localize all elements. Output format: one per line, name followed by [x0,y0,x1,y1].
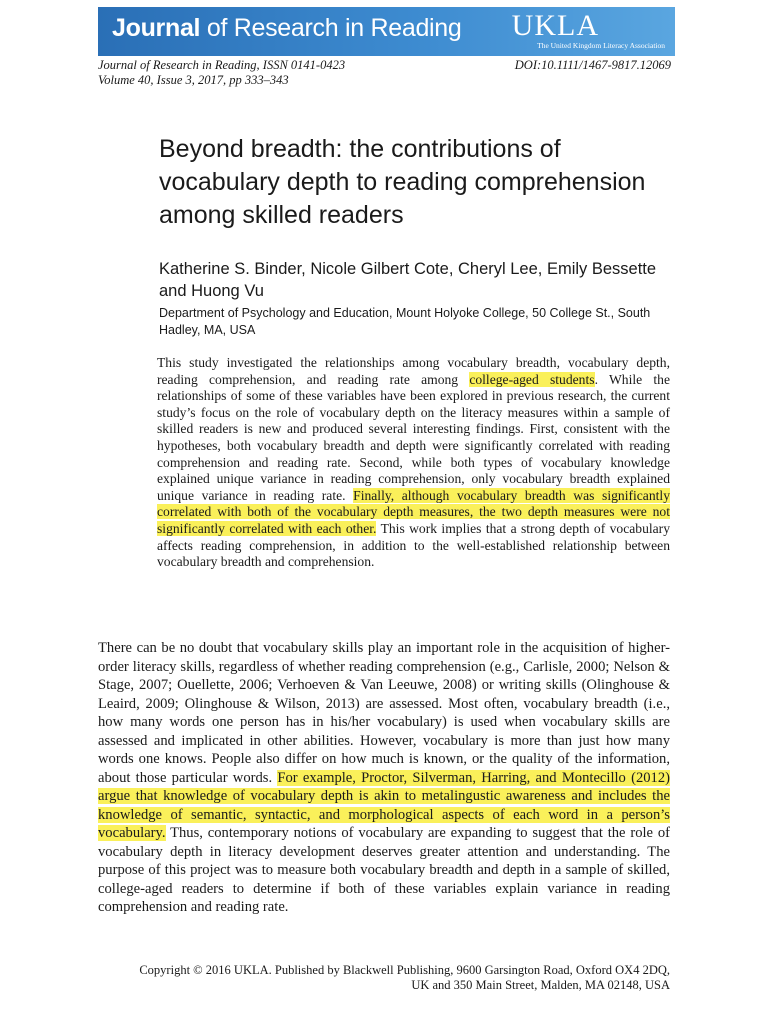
citation-line2: Volume 40, Issue 3, 2017, pp 333–343 [98,73,289,87]
journal-banner [98,7,675,56]
copyright-footer [70,963,670,993]
article-authors: Katherine S. Binder, Nicole Gilbert Cote, Cheryl Lee, Emily Bessette and Huong Vu [159,260,657,300]
ukla-logo-text: UKLA [511,9,599,42]
copyright-line2: UK and 350 Main Street, Malden, MA 02148, USA [411,978,670,992]
journal-title-rest: of Research in Reading [200,14,462,42]
abstract-highlight-2: Finally, although vocabulary breadth was significantly correlated with both of the vocabulary depth measures, the two depth measures were not significantly correlated with each other. [157,487,670,536]
abstract-text-1: This study investigated the relationships among vocabulary breadth, vocabulary depth, reading comprehension, and reading rate among [157,355,670,387]
body-highlight-1: For example, Proctor, Silverman, Harring, and Montecillo (2012) argue that knowledge of vocabulary depth is akin to metalingustic awareness and includes the knowledge of semantic, syntactic, and morphological aspects of each word in a person’s vocabulary. [98,769,670,841]
doi: DOI:10.1111/1467-9817.12069 [514,58,671,72]
abstract-text-2: . While the relationships of some of these variables have been explored in previous research, the current study’s focus on the role of vocabulary depth on the literacy measures within a sample of skilled readers is new and produced several interesting findings. First, consistent with the hypotheses, both vocabulary breadth and depth were significantly correlated with reading comprehension and reading rate. Second, while both types of vocabulary knowledge explained unique variance in reading comprehension, only vocabulary breadth explained unique variance in reading rate. [157,371,670,503]
author-affiliation: Department of Psychology and Education, Mount Holyoke College, 50 College St., South Hadley, MA, USA [159,306,651,337]
ukla-logo-subtitle: The United Kingdom Literacy Association [537,41,665,50]
citation-line1: Journal of Research in Reading, ISSN 0141-0423 [98,58,346,72]
journal-title [112,14,462,43]
journal-citation [98,58,345,88]
journal-title-word1: Journal [112,14,201,42]
abstract [157,355,670,571]
article-title: Beyond breadth: the contributions of vocabulary depth to reading comprehension among skilled readers [159,135,646,229]
body-text-1: There can be no doubt that vocabulary skills play an important role in the acquisition of higher-order literacy skills, regardless of whether reading comprehension (e.g., Carlisle, 2000; Nelson & Stage, 2007; Ouellette, 2006; Verhoeven & Van Leeuwe, 2008) or writing skills (Olinghouse & Leaird, 2009; Olinghouse & Wilson, 2013) are assessed. Most often, vocabulary breadth (i.e., how many words one person has in his/her vocabulary) is used when vocabulary skills are assessed and implicated in other abilities. However, vocabulary is more than just how many words one knows. People also differ on how much is known, or the quality of the information, about those particular words. [98,640,670,786]
abstract-text-3: This work implies that a strong depth of vocabulary affects reading comprehension, in addition to the well-established relationship between vocabulary breadth and comprehension. [157,520,670,570]
body-text-2: Thus, contemporary notions of vocabulary are expanding to suggest that the role of vocabulary depth in literacy development deserves greater attention and understanding. The purpose of this project was to measure both vocabulary breadth and depth in a sample of skilled, college-aged readers to determine if both of these variables explain variance in reading comprehension and reading rate. [98,825,670,915]
ukla-logo [509,9,669,54]
copyright-line1: Copyright © 2016 UKLA. Published by Blackwell Publishing, 9600 Garsington Road, Oxford OX4 2DQ, [139,963,670,977]
abstract-highlight-1: college-aged students [469,371,595,387]
body-paragraph [98,639,670,917]
